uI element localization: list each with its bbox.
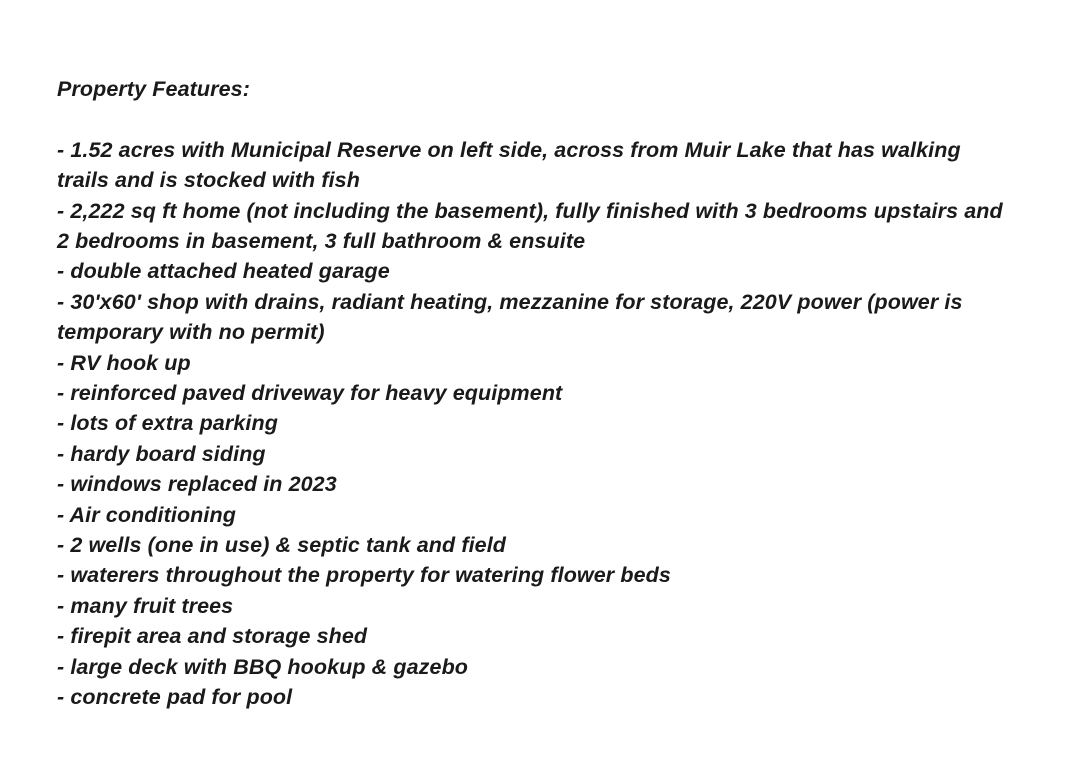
feature-item-fruit-trees: - many fruit trees [57, 593, 234, 618]
feature-item-firepit: - firepit area and storage shed [57, 624, 368, 649]
feature-item-wells: - 2 wells (one in use) & septic tank and field [57, 533, 507, 558]
feature-item-home-size: - 2,222 sq ft home (not including the basement), fully finished with 3 bedrooms upstairs and 2 bedrooms in basement, 3 full bathroom & ensuite [57, 198, 1003, 254]
feature-item-rv-hookup: - RV hook up [57, 350, 191, 375]
document-body [57, 74, 1017, 713]
feature-item-parking: - lots of extra parking [57, 411, 278, 436]
feature-item-shop: - 30'x60' shop with drains, radiant heating, mezzanine for storage, 220V power (power is temporary with no permit) [57, 289, 963, 345]
feature-item-deck: - large deck with BBQ hookup & gazebo [57, 654, 469, 679]
feature-item-windows: - windows replaced in 2023 [57, 472, 337, 497]
feature-item-driveway: - reinforced paved driveway for heavy equipment [57, 381, 563, 406]
feature-list [57, 135, 1017, 713]
feature-item-pool-pad: - concrete pad for pool [57, 685, 293, 710]
feature-item-acreage: - 1.52 acres with Municipal Reserve on left side, across from Muir Lake that has walking trails and is stocked with fish [57, 137, 961, 193]
feature-item-waterers: - waterers throughout the property for watering flower beds [57, 563, 671, 588]
feature-item-garage: - double attached heated garage [57, 259, 390, 284]
feature-item-air-conditioning: - Air conditioning [57, 502, 236, 527]
document-title: Property Features: [57, 77, 250, 101]
feature-item-siding: - hardy board siding [57, 441, 266, 466]
